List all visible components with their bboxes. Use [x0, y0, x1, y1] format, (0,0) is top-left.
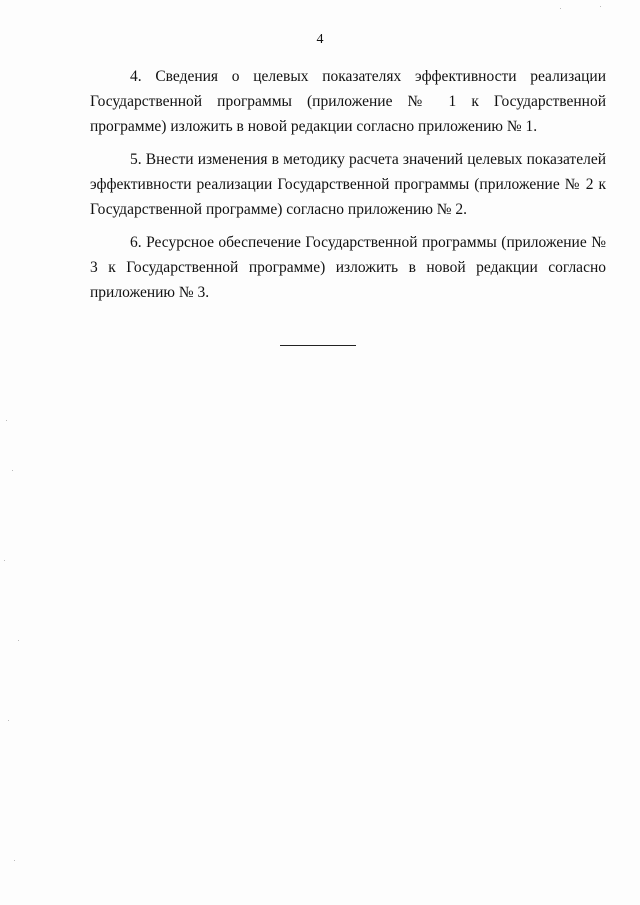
scan-speck	[560, 8, 561, 9]
document-body	[90, 64, 606, 313]
paragraph-4: 4. Сведения о целевых показателях эффективности реализации Государственной программы (приложение № 1 к Государственной программе) изложить в новой редакции согласно приложению № 1.	[90, 68, 606, 135]
scan-speck	[6, 420, 7, 421]
paragraph-6: 6. Ресурсное обеспечение Государственной программы (приложение № 3 к Государственной программе) изложить в новой редакции согласно приложению № 3.	[90, 234, 606, 301]
page-number: 4	[316, 32, 324, 47]
scan-speck	[12, 470, 13, 471]
closing-separator-line	[280, 345, 356, 346]
scan-speck	[8, 720, 9, 721]
scan-speck	[600, 6, 601, 7]
paragraph-5: 5. Внести изменения в методику расчета значений целевых показателей эффективности реализации Государственной программы (приложение № 2 к Государственной программе) согласно приложению № 2.	[90, 151, 606, 218]
scan-speck	[4, 560, 5, 561]
scan-speck	[14, 860, 15, 861]
scan-speck	[18, 640, 19, 641]
